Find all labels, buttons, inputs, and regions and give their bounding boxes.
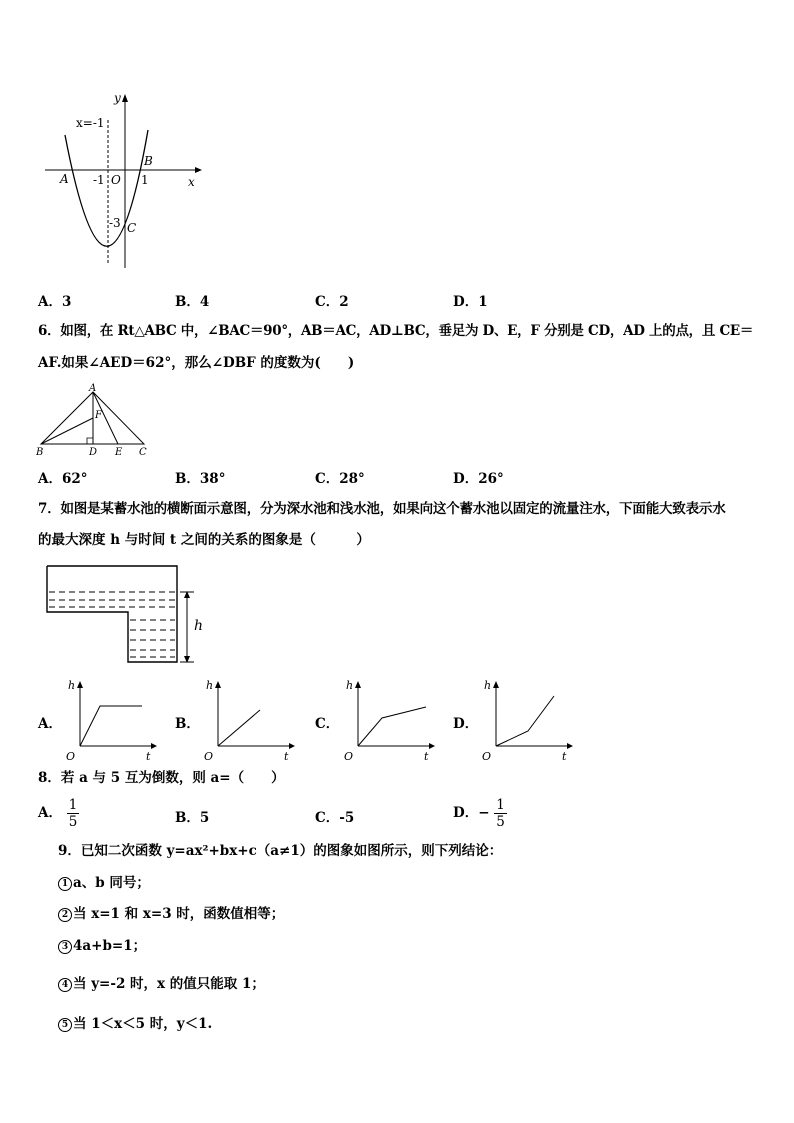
- q6-option-d[interactable]: D．26°: [453, 471, 504, 487]
- y-axis-arrow: [122, 94, 128, 102]
- fig-label-c: C: [139, 447, 147, 458]
- graph-d-line: [496, 696, 554, 746]
- q9-stem: 9．已知二次函数 y=ax²+bx+c（a≠1）的图象如图所示，则下列结论：: [58, 843, 503, 859]
- q8-option-d-fraction: [494, 797, 507, 830]
- fig-label-a: A: [89, 383, 97, 394]
- graph-b-o: O: [204, 750, 214, 762]
- q8-option-d[interactable]: [453, 797, 507, 830]
- x-axis-arrow: [195, 167, 202, 173]
- q9-statement-3: [58, 937, 146, 955]
- graph-c-h: h: [346, 679, 354, 692]
- q9-statement-2-text: 当 x=1 和 x=3 时，函数值相等；: [73, 906, 285, 922]
- q9-statement-3-text: 4a+b=1；: [73, 938, 147, 954]
- reservoir-figure: [42, 562, 222, 670]
- tick-neg1: -1: [93, 173, 105, 187]
- graph-c-t: t: [424, 750, 429, 762]
- graph-d-t: t: [562, 750, 567, 762]
- fig-label-d: D: [89, 447, 98, 458]
- right-angle-mark: [87, 438, 93, 444]
- parabola-figure: [40, 90, 210, 275]
- q9-statement-5-text: 当 1＜x＜5 时，y＜1.: [73, 1016, 213, 1032]
- q7-stem-line2: 的最大深度 h 与时间 t 之间的关系的图象是（ ）: [38, 532, 370, 548]
- axis-line-label: x=-1: [76, 116, 105, 130]
- water-lines: [49, 592, 175, 657]
- q9-statement-4-text: 当 y=-2 时，x 的值只能取 1；: [73, 976, 265, 992]
- circled-number-4: 4: [58, 978, 72, 992]
- q8-option-c[interactable]: C．-5: [315, 810, 355, 826]
- q5-option-a[interactable]: A．3: [38, 294, 72, 310]
- point-a-label: A: [60, 172, 69, 186]
- circled-number-2: 2: [58, 908, 72, 922]
- q6-stem-line1: 6．如图，在 Rt△ABC 中，∠BAC＝90°，AB＝AC，AD⊥BC，垂足为 D、E，F 分别是 CD，AD 上的点，且 CE＝: [38, 323, 754, 339]
- graph-a-o: O: [66, 750, 76, 762]
- graph-d-o: O: [482, 750, 492, 762]
- tick-1: 1: [141, 173, 149, 187]
- q8-option-b[interactable]: B．5: [175, 810, 210, 826]
- graph-a[interactable]: [60, 676, 160, 762]
- graph-d[interactable]: [476, 676, 576, 762]
- fig-label-f: F: [95, 410, 102, 421]
- graph-c[interactable]: [338, 676, 438, 762]
- circled-number-1: 1: [58, 877, 72, 891]
- q9-statement-1-text: a、b 同号；: [73, 875, 150, 891]
- y-label: y: [114, 91, 121, 105]
- q8-option-a-prefix: A．: [38, 805, 62, 821]
- reservoir-outline: [47, 566, 177, 662]
- circled-number-5: 5: [58, 1018, 72, 1032]
- q8-d-denominator: 5: [496, 814, 505, 830]
- graph-b-h: h: [206, 679, 214, 692]
- q7-option-c[interactable]: C．: [315, 716, 340, 732]
- q6-option-a[interactable]: A．62°: [38, 471, 88, 487]
- q7-option-d[interactable]: D．: [453, 716, 479, 732]
- q8-a-denominator: 5: [68, 814, 78, 830]
- graph-c-o: O: [344, 750, 354, 762]
- x-label: x: [188, 175, 195, 189]
- q7-option-b[interactable]: B．: [175, 716, 200, 732]
- fig-label-e: E: [115, 447, 123, 458]
- graph-d-h: h: [484, 679, 492, 692]
- q7-option-a[interactable]: A．: [38, 716, 62, 732]
- depth-label-h: h: [194, 618, 204, 634]
- q6-stem-line2: AF.如果∠AED＝62°，那么∠DBF 的度数为( ): [38, 355, 355, 371]
- q8-option-a[interactable]: [38, 797, 79, 830]
- circled-number-3: 3: [58, 940, 72, 954]
- graph-b-t: t: [284, 750, 289, 762]
- q9-statement-4: [58, 975, 265, 993]
- triangle-figure: [36, 382, 156, 460]
- graph-a-h: h: [68, 679, 76, 692]
- graph-a-t: t: [146, 750, 151, 762]
- q8-option-d-prefix: D．−: [453, 805, 490, 821]
- q9-statement-5: [58, 1015, 212, 1033]
- q5-option-d[interactable]: D．1: [453, 294, 488, 310]
- graph-a-line: [80, 706, 142, 746]
- q7-stem-line1: 7．如图是某蓄水池的横断面示意图，分为深水池和浅水池，如果向这个蓄水池以固定的流量注水，下面能大致表示水: [38, 501, 726, 517]
- q5-option-b[interactable]: B．4: [175, 294, 210, 310]
- point-c-label: C: [127, 221, 137, 235]
- q6-option-c[interactable]: C．28°: [315, 471, 365, 487]
- point-b-label: B: [144, 154, 153, 168]
- graph-b[interactable]: [198, 676, 298, 762]
- graph-b-line: [218, 710, 260, 746]
- q8-d-numerator: 1: [496, 797, 505, 813]
- q8-option-a-fraction: [67, 797, 80, 830]
- segment-bf: [41, 418, 93, 444]
- q5-option-c[interactable]: C．2: [315, 294, 349, 310]
- tick-neg3: -3: [109, 216, 121, 230]
- fig-label-b: B: [36, 447, 44, 458]
- q8-stem: 8．若 a 与 5 互为倒数，则 a=（ ）: [38, 770, 285, 786]
- q8-a-numerator: 1: [68, 797, 78, 813]
- q9-statement-1: [58, 874, 150, 892]
- graph-c-line: [358, 707, 426, 746]
- q6-option-b[interactable]: B．38°: [175, 471, 226, 487]
- origin-label: O: [111, 173, 121, 187]
- q9-statement-2: [58, 905, 284, 923]
